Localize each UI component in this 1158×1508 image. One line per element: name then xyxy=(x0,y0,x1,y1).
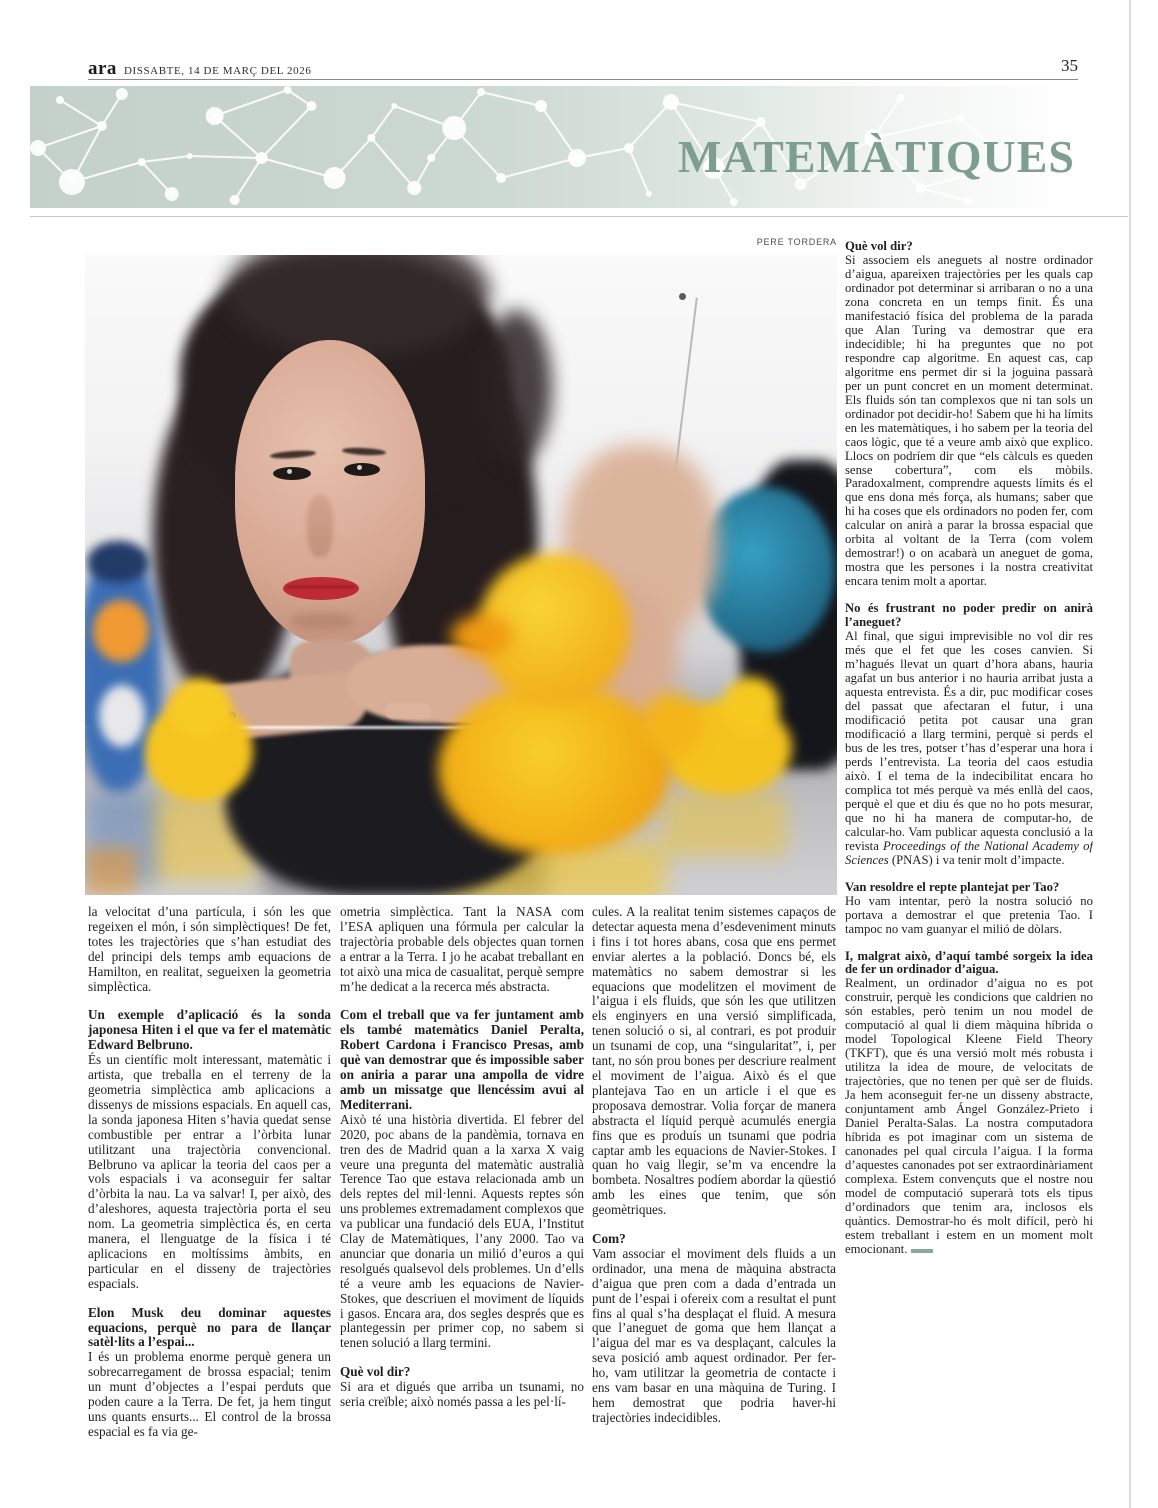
interview-answer: És un científic molt interessant, matemàtic i artista, que treballa en el terreny de la geometria simplèctica amb aplicacions a dissenys de missions espacials. En aquell cas, la sonda japonesa Hiten s’havia quedat sense combustible per entrar a l’òrbita lunar utilitzant una trajectòria convencional. Belbruno va aplicar la teoria del caos per a vols espacials i va aconseguir fer saltar d’òrbita la nau. La va salvar! I, per això, des d’aleshores, aquesta trajectòria porta el seu nom. La geometria simplèctica és, en certa manera, el llenguatge de la física i té aplicacions en moltíssims àmbits, en particular en el disseny de trajectòries espacials. xyxy=(88,1052,331,1291)
masthead-rule xyxy=(88,79,1078,80)
interview-question: Van resoldre el repte plantejat per Tao? xyxy=(845,879,1060,894)
police-duck-beak xyxy=(93,600,149,662)
eye xyxy=(344,463,380,476)
interview-answer: Ho vam intentar, però la nostra solució no portava a demostrar el que pretenia Tao. I tampoc no vam guanyar el milió de dòlars. xyxy=(845,893,1093,936)
interview-question: Com? xyxy=(592,1231,626,1247)
article-column-1 xyxy=(88,905,331,1463)
duck-reflection-orange xyxy=(85,847,137,895)
interview-answer: Si ara et digués que arriba un tsunami, no seria creïble; això només passa a les pel·lí- xyxy=(340,1379,584,1410)
rubber-duck-left-head xyxy=(169,678,231,740)
interview-answer: la velocitat d’una partícula, i són les que regeixen el món, i són simplèctiques! De fet, totes les trajectòries que s’han estudiat des del principi dels temps amb equacions de Hamilton, en realitat, segueixen la geometria simplèctica. xyxy=(88,905,331,994)
article-column-2 xyxy=(340,905,584,1463)
interview-question: Un exemple d’aplicació és la sonda japonesa Hiten i el que va fer el matemàtic Edward Belbruno. xyxy=(88,1007,331,1053)
teal-cuff xyxy=(697,487,835,652)
police-duck-cap xyxy=(87,541,149,583)
page-number: 35 xyxy=(1061,56,1078,75)
interview-answer: I és un problema enorme perquè genera un sobrecarregament de brossa espacial; tenim un munt d’objectes a l’espai perduts que poden caure a la Terra. De fet, ja hem tingut uns quants ensurts... El control de la brossa espacial es fa via ge- xyxy=(88,1349,331,1439)
article-column-4 xyxy=(845,240,1093,1464)
interview-answer: Si associem els aneguets al nostre ordinador d’aigua, apareixen trajectòries per les quals cap ordinador pot determinar si arribaran o no a una zona concreta en un temps finit. És una manifestació física del problema de la parada que Alan Turing va demostrar que era indecidible; hi ha preguntes que no pot respondre cap algoritme. En aquest cas, cap algoritme ens permet dir si la joguina passarà per un punt concret en un moment determinat. Els fluids són tan complexos que ni tan sols un ordinador pot decidir-ho! Sabem que hi ha límits en les matemàtiques, i ho sabem per la teoria del caos lògic, que té a veure amb això que explico. Llocs on podríem dir que “els càlculs es queden sense cobertura”, com els mòbils. Paradoxalment, comprendre aquests límits és el que ens dona més força, als humans; saber que hi ha coses que els ordinadors no poden fer, com calcular on anirà a parar la brossa espacial que orbita al voltant de la Terra (com volem demostrar!) o on acabarà un aneguet de goma, mostra que les persones i la nostra creativitat encara tenim molt a aportar. xyxy=(845,252,1093,589)
police-duck-chest xyxy=(99,685,145,747)
woman-hair xyxy=(480,310,552,465)
interview-answer: Vam associar el moviment dels fluids a un ordinador, una mena de màquina abstracta d’aigua que pren com a dada d’entrada un punt de l’espai i ofereix com a resultat el punt fins al qual s’ha desplaçat el fluid. A mesura que l’aneguet de goma que hem llançat a l’aigua del mar es va desplaçant, calcules la seva posició amb aquest ordinador. Per fer-ho, vam utilitzar la geometria de contacte i ens vam basar en una màquina de Turing. I hem demostrat que podria haver-hi trajectòries indecidibles. xyxy=(592,1245,836,1425)
interview-answer: ometria simplèctica. Tant la NASA com l’ESA apliquen una fórmula per calcular la trajectòria probable dels objectes quan tornen a entrar a la Terra. I jo he acabat treballant en tot això una mica de casualitat, perquè sempre m’he dedicat a la recerca més abstracta. xyxy=(340,905,584,994)
answer-text: (PNAS) i va tenir molt d’impacte. xyxy=(888,852,1065,867)
nose xyxy=(307,495,333,557)
finger xyxy=(385,703,431,719)
kicker-title: MATEMÀTIQUES xyxy=(677,131,1075,182)
rubber-duck-foreground-beak xyxy=(451,615,513,657)
duck-reflection-right xyxy=(663,793,787,857)
photo-wall-hook xyxy=(679,293,686,300)
lips xyxy=(283,577,359,600)
newspaper-brand: ara xyxy=(88,58,117,79)
portrait-photo xyxy=(85,255,837,895)
section-banner xyxy=(30,86,1128,208)
banner-rule xyxy=(30,216,1128,217)
interview-question: Com el treball que va fer juntament amb els també matemàtics Daniel Peralta, Robert Cardona i Francisco Presas, amb què van demostrar que és impossible saber on aniria a parar una ampolla de vidre amb un missatge que llencéssim avui al Mediterrani. xyxy=(340,1007,584,1112)
rubber-duck-foreground-tail xyxy=(641,693,703,755)
interview-answer xyxy=(845,977,1093,1256)
page-right-edge xyxy=(1129,0,1131,1508)
lip-line xyxy=(287,586,355,588)
chin-shadow xyxy=(290,612,355,630)
interview-answer: cules. A la realitat tenim sistemes capaços de detectar aquesta mena d’esdeveniment minuts i fins i tot hores abans, cosa que ens permet enviar alertes a la població. Doncs bé, els matemàtics no sabem demostrar si les equacions que modelitzen el moviment de l’aigua i els fluids, que són les que utilitzen els enginyers en una versió simplificada, tenen solució o si, al contrari, es pot produir un tsunami de cop, una “singularitat”, i, per tant, no són prou bones per descriure realment el moviment de l’aigua. Això és el que plantejava Tao en un article i el que es proposava demostrar. Volia forçar de manera abstracta el líquid perquè acumulés energia fins que es produís un tsunami que podria captar amb les equacions de Navier-Stokes. I quan ho vaig llegir, se’m va encendre la bombeta. Nosaltres podíem abordar la qüestió amb les eines que tenim, que són geomètriques. xyxy=(592,905,836,1218)
photo-credit: PERE TORDERA xyxy=(756,237,837,247)
eye-glint xyxy=(357,465,362,470)
rubber-duck-right-head xyxy=(723,677,779,733)
eye-glint xyxy=(287,469,292,474)
eye xyxy=(273,467,311,480)
interview-answer: Això té una història divertida. El febrer del 2020, poc abans de la pandèmia, tornava en tren des de Madrid quan a la xarxa X vaig veure una pregunta del matemàtic australià Terence Tao que estava relacionada amb un dels reptes del mil·lenni. Aquests reptes són uns problemes extremadament complexos que va publicar una fundació dels EUA, l’Institut Clay de Matemàtiques, l’any 2000. Tao va anunciar que donaria un milió d’euros a qui resolgués qualsevol dels problemes. Un d’ells té a veure amb les equacions de Navier-Stokes, que descriuen el moviment de líquids i gasos. Encara ara, dos segles després que es plantegessin per primer cop, no sabem si tenen solució a llarg termini. xyxy=(340,1111,584,1351)
edition-date: DISSABTE, 14 DE MARÇ DEL 2026 xyxy=(123,65,312,77)
interview-question: Què vol dir? xyxy=(845,240,913,253)
masthead xyxy=(88,58,1078,78)
interview-question: Elon Musk deu dominar aquestes equacions, perquè no para de llançar satèl·lits a l’espai... xyxy=(88,1304,331,1350)
journal-name-italic: Proceedings of the National Academy of Sciences xyxy=(845,838,1093,867)
interview-question: Què vol dir? xyxy=(340,1364,411,1380)
answer-text: Al final, que sigui imprevisible no vol dir res més que el fet que les coses canvien. Si m’hagués llevat un quart d’hora abans, hauria agafat un bus anterior i no hauria arribat justa a aquesta entrevista. És a dir, puc modificar coses del passat que afectaran el futur, i una modificació petita pot causar una gran modificació a llarg termini, perquè si perds el bus de les tres, potser t’has d’esperar una hora i perds l’entrevista. La teoria del caos estudia això. I el tema de la indecibilitat encara ho complica tot més perquè va més enllà del caos, perquè el que et diu és que no ho pots mesurar, que no hi ha manera de computar-ho, de calcular-ho. Vam publicar aquesta conclusió a la revista xyxy=(845,629,1093,853)
interview-question: I, malgrat això, d’aquí també sorgeix la idea de fer un ordinador d’aigua. xyxy=(845,948,1093,977)
rubber-duck-foreground xyxy=(438,683,670,855)
interview-question: No és frustrant no poder predir on anirà l’aneguet? xyxy=(845,601,1093,630)
answer-text: Realment, un ordinador d’aigua no es pot construir, perquè les condicions que caldrien no són estables, però tenim un nou model de computació al qual li diem màquina híbrida o model Topological Kleene Field Theory (TKFT), que és una versió molt més robusta i utilitza la idea de moure, de velocitats de trajectòries, que no tenen per què ser de fluids. Ja hem aconseguit fer-ne un disseny abstracte, conjuntament amb Ángel González-Prieto i Daniel Peralta-Salas. La nostra computadora híbrida es pot imaginar com un sistema de canonades pel qual circula l’aigua. I la forma d’aquestes canonades pot ser extraordinàriament complexa. Estem convençuts que el nostre nou model de computació superarà tots els tipus d’ordinadors que tenim ara, inclosos els quàntics. Demostrar-ho és molt difícil, però hi estem treballant i estem en un moment molt emocionant. xyxy=(845,976,1093,1256)
article-column-3 xyxy=(592,905,836,1463)
interview-answer xyxy=(845,630,1093,867)
article-end-mark xyxy=(911,1249,933,1253)
